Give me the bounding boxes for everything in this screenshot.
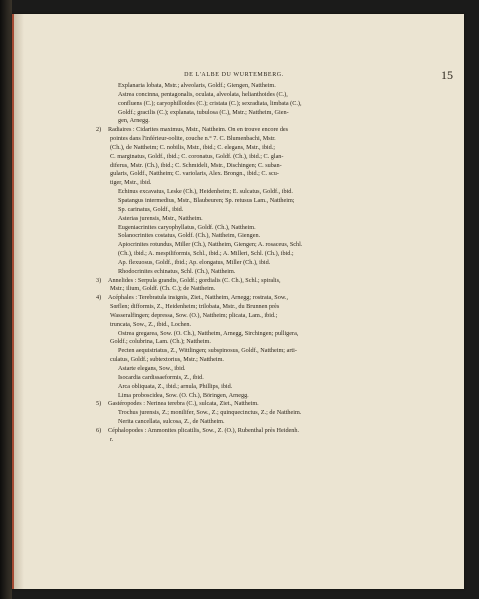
running-header: DE L'ALBE DU WURTEMBERG. xyxy=(184,72,284,78)
text-line xyxy=(96,162,448,171)
text-line xyxy=(96,197,448,206)
line-text: C. marginatus, Goldf., ibid.; C. coronatus, Goldf. (Ch.), ibid.; C. glan- xyxy=(110,152,284,160)
text-line xyxy=(96,91,448,100)
page-number: 15 xyxy=(441,68,453,82)
text-line xyxy=(96,312,448,321)
line-text: truncata, Sow., Z., ibid., Lochen. xyxy=(110,320,192,328)
text-line xyxy=(96,144,448,153)
text-line xyxy=(96,365,448,374)
line-text: Eugeniacrinites caryophyllatus, Goldf. (Ch.), Nattheim. xyxy=(118,223,256,231)
line-text: (Ch.), de Nattheim; C. nobilis, Mstr., ibid.; C. elegans, Mstr., ibid.; xyxy=(110,143,275,151)
line-text: (Ch.), ibid.; A. mespiliformis, Schl., ibid.; A. Milleri, Schl. (Ch.), ibid.; xyxy=(118,250,294,258)
line-text: Sp. carinatus, Goldf., ibid. xyxy=(118,205,184,213)
text-line xyxy=(96,400,448,409)
section-number: 2) xyxy=(96,126,102,134)
section-number: 4) xyxy=(96,294,102,302)
text-line xyxy=(96,436,448,445)
text-line xyxy=(96,224,448,233)
line-text: Céphalopodes : Ammonites plicatilis, Sow., Z. (O.), Rubenthal près Heidenh. xyxy=(108,426,300,434)
section-number: 3) xyxy=(96,276,102,284)
section-number: 5) xyxy=(96,400,102,408)
text-line xyxy=(96,383,448,392)
line-text: diferus, Mstr. (Ch.), ibid.; C. Schmideli, Mstr., Dischingen; C. suban- xyxy=(110,161,282,169)
line-text: Lima proboscidea, Sow. (O. Ch.), Böringen, Arnegg. xyxy=(118,391,249,399)
text-line xyxy=(96,153,448,162)
line-text: Isocardia cardissaeformis, Z., ibid. xyxy=(118,373,204,381)
text-line xyxy=(96,374,448,383)
text-line xyxy=(96,232,448,241)
text-line xyxy=(96,338,448,347)
line-text: Goldf.; gracilis (C.); explanata, tubulosa (C.), Mstr.; Nattheim, Gien- xyxy=(118,108,289,116)
text-line xyxy=(96,268,448,277)
line-text: Ostrea gregarea, Sow. (O. Ch.), Nattheim, Arnegg, Sirchingen; pulligera, xyxy=(118,329,299,337)
line-text: Sœflen; difformis, Z., Heidenheim; trilobata, Mstr., du Brunnen près xyxy=(110,303,280,311)
text-line xyxy=(96,259,448,268)
text-line xyxy=(96,100,448,109)
line-text: Explanaria lobata, Mstr.; alveolaris, Goldf.; Giengen, Nattheim. xyxy=(118,82,276,89)
section-number: 6) xyxy=(96,426,102,434)
text-line xyxy=(96,109,448,118)
text-line xyxy=(96,356,448,365)
line-text: Ap. flexuosus, Goldf., ibid.; Ap. elongatus, Miller (Ch.), ibid. xyxy=(118,258,271,266)
book-spine xyxy=(0,0,12,599)
line-text: Astrea concinna, pentagonalis, oculata, alveolata, helianthoides (C.), xyxy=(118,90,288,98)
text-line xyxy=(96,188,448,197)
line-text: Spatangus intermedius, Mstr., Blaubeuren; Sp. retusus Lam., Nattheim; xyxy=(118,196,295,204)
line-text: Gastéropodes : Nerinea terebra (C.), sulcata, Ziet., Nattheim. xyxy=(108,400,259,408)
text-line xyxy=(96,170,448,179)
text-line xyxy=(96,277,448,286)
text-line xyxy=(96,285,448,294)
line-text: Annelides : Serpula grandis, Goldf.; gordialis (C. Ch.), Schl.; spiralis, xyxy=(108,276,281,284)
text-line xyxy=(96,82,448,91)
text-line xyxy=(96,303,448,312)
text-line xyxy=(96,294,448,303)
line-text: culatus, Goldf.; subtextorius, Mstr.; Nattheim. xyxy=(110,356,224,364)
line-text: Astarte elegans, Sow., ibid. xyxy=(118,365,186,372)
line-text: tiger, Mstr., ibid. xyxy=(110,179,152,187)
text-line xyxy=(96,179,448,188)
text-line xyxy=(96,330,448,339)
line-text: Rhodocrinites echinatus, Schl. (Ch.), Nattheim. xyxy=(118,267,236,275)
body-text xyxy=(96,82,448,445)
line-text: Asterias jurensis, Mstr., Nattheim. xyxy=(118,214,203,222)
line-text: Mstr.; ilium, Goldf. (Ch. C.); de Nattheim. xyxy=(110,285,216,293)
text-line xyxy=(96,321,448,330)
text-line xyxy=(96,135,448,144)
text-line xyxy=(96,418,448,427)
text-line xyxy=(96,392,448,401)
text-line xyxy=(96,206,448,215)
line-text: Wasseralfingen; depressa, Sow. (O.), Nattheim; plicata, Lam., ibid.; xyxy=(110,311,278,319)
line-text: Trochus jurensis, Z.; monilifer, Sow., Z.; quinquecinctus, Z.; de Nattheim. xyxy=(118,409,302,417)
line-text: Acéphales : Terebratula insignis, Ziet., Nattheim, Arnegg; rostrata, Sow., xyxy=(108,294,288,302)
text-line xyxy=(96,215,448,224)
line-text: Goldf.; colubrina, Lam. (Ch.); Nattheim. xyxy=(110,338,211,346)
line-text: r. xyxy=(110,435,114,443)
line-text: pointes dans l'inférieur-oolite, couche n.° 7. C. Blumenbachi, Mstr. xyxy=(110,135,276,143)
line-text: Arca obliquata, Z., ibid.; arnula, Phillips, ibid. xyxy=(118,382,233,390)
text-line xyxy=(96,117,448,126)
text-line xyxy=(96,409,448,418)
line-text: confluens (C.); caryophilloides (C.); cristata (C.); sexradiata, limbata (C.), xyxy=(118,99,302,107)
text-line xyxy=(96,126,448,135)
line-text: Radiaires : Cidarites maximus, Mstr., Nattheim. On en trouve encore des xyxy=(108,126,289,134)
line-text: Pecten aequistriatus, Z., Wittlingen; subspinosus, Goldf., Nattheim; arti- xyxy=(118,347,297,355)
line-text: Apiocrinites rotundus, Miller (Ch.), Nattheim, Giengen; A. rosaceus, Schl. xyxy=(118,241,303,249)
line-text: Echinus excavatus, Leske (Ch.), Heidenheim; E. sulcatus, Goldf., ibid. xyxy=(118,188,293,196)
text-line xyxy=(96,250,448,259)
text-line xyxy=(96,347,448,356)
line-text: gularis, Goldf., Nattheim; C. variolaris, Alex. Brongn., ibid.; C. scu- xyxy=(110,170,279,178)
line-text: gen, Arnegg. xyxy=(118,117,150,125)
text-line xyxy=(96,241,448,250)
page-edge xyxy=(12,14,14,589)
line-text: Solanocrinites costatus, Goldf. (Ch.), Nattheim, Giengen. xyxy=(118,232,261,240)
text-line xyxy=(96,427,448,436)
line-text: Nerita cancellata, sulcosa, Z., de Nattheim. xyxy=(118,418,225,426)
